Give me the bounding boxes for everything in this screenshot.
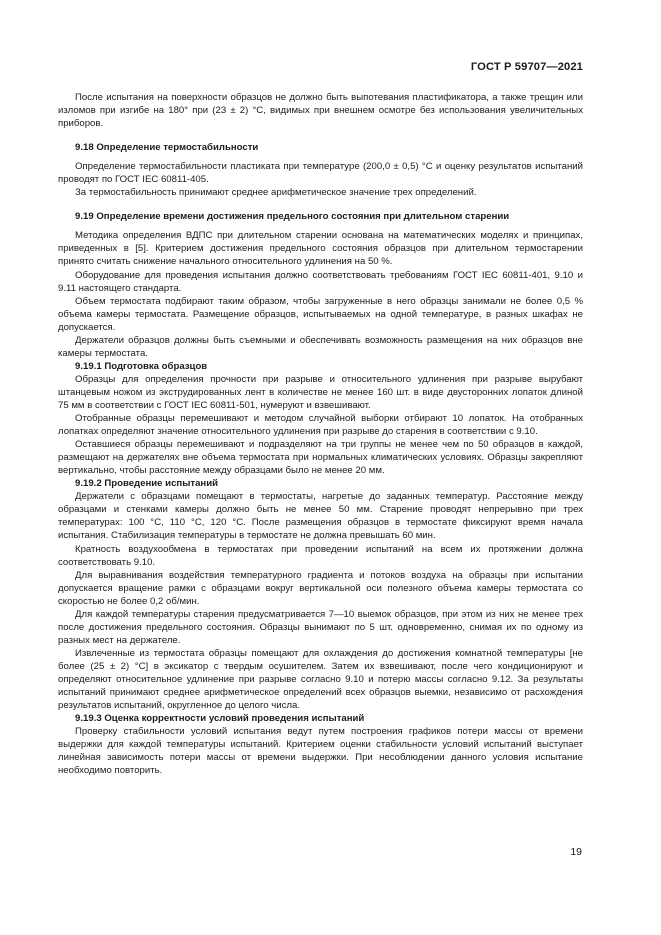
paragraph: Кратность воздухообмена в термостатах при проведении испытаний на всем их протяжении должна соответствовать 9.10.	[58, 543, 583, 568]
paragraph: За термостабильность принимают среднее арифметическое значение трех определений.	[75, 187, 477, 199]
document-header: ГОСТ Р 59707—2021	[470, 61, 583, 73]
subsection-heading-9-19-3: 9.19.3 Оценка корректности условий проведения испытаний	[75, 713, 365, 725]
paragraph: Для каждой температуры старения предусматривается 7—10 выемок образцов, при этом из них не менее трех после достижения предельного состояния. Образцы вынимают по 5 шт. одновременно, снимая их по одному из разных мест на держателе.	[58, 608, 583, 646]
section-heading-9-19: 9.19 Определение времени достижения предельного состояния при длительном старении	[75, 211, 510, 223]
page-number: 19	[570, 846, 582, 858]
paragraph: Для выравнивания воздействия температурного градиента и потоков воздуха на образцы при испытании допускается вращение рамки с образцами вокруг вертикальной оси полезного объема камеры термостата со скоростью не более 0,2 об/мин.	[58, 569, 583, 607]
section-heading-9-18: 9.18 Определение термостабильности	[75, 142, 259, 154]
subsection-heading-9-19-2: 9.19.2 Проведение испытаний	[75, 478, 219, 490]
document-body	[58, 91, 583, 777]
paragraph: Определение термостабильности пластиката при температуре (200,0 ± 0,5) °С и оценку результатов испытаний проводят по ГОСТ IEC 60811-405.	[58, 161, 583, 186]
paragraph: Извлеченные из термостата образцы помещают для охлаждения до достижения комнатной температуры [не более (25 ± 2) °С] в эксикатор с твердым осушителем. Затем их взвешивают, после чего кондиционируют и определяют относительное удлинение при разрыве согласно 9.10 и потерю массы согласно 9.12. За результаты испытаний принимают среднее арифметическое определений всех образцов выемки, независимо от расхождения результатов испытаний, округленное до целого числа.	[58, 647, 583, 712]
paragraph: Оставшиеся образцы перемешивают и подразделяют на три группы не менее чем по 50 образцов в каждой, размещают на держателях вне объема термостата при нормальных климатических условиях. Образцы закрепляют вертикально, чтобы расстояние между образцами было не менее 20 мм.	[58, 439, 583, 477]
paragraph: Отобранные образцы перемешивают и методом случайной выборки отбирают 10 лопаток. На отобранных лопатках определяют значение относительного удлинения при разрыве до старения в соответствии с 9.10.	[58, 413, 583, 438]
paragraph: Проверку стабильности условий испытания ведут путем построения графиков потери массы от времени выдержки для каждой температуры испытаний. Критерием оценки стабильности условий испытаний выступает линейная зависимость потери массы от времени выдержки. При несоблюдении данного условия испытание необходимо повторить.	[58, 726, 583, 777]
paragraph: Держатели с образцами помещают в термостаты, нагретые до заданных температур. Расстояние между образцами и стенками камеры должно быть не менее 50 мм. Старение проводят непрерывно при трех температурах: 100 °С, 110 °С, 120 °С. После размещения образцов в термостате фиксируют время начала испытания. Стабилизация температуры в термостате не должна превышать 60 мин.	[58, 491, 583, 542]
paragraph: Оборудование для проведения испытания должно соответствовать требованиям ГОСТ IEC 60811-401, 9.10 и 9.11 настоящего стандарта.	[58, 269, 583, 294]
paragraph: Методика определения ВДПС при длительном старении основана на математических моделях и принципах, приведенных в [5]. Критерием достижения предельного состояния образцов при длительном термостарении принято считать снижение начального относительного удлинения на 50 %.	[58, 230, 583, 268]
intro-paragraph: После испытания на поверхности образцов не должно быть выпотевания пластификатора, а также трещин или изломов при изгибе на 180° при (23 ± 2) °С, видимых при внешнем осмотре без использования увеличительных приборов.	[58, 92, 583, 130]
paragraph: Объем термостата подбирают таким образом, чтобы загруженные в него образцы занимали не более 0,5 % объема камеры термостата. Размещение образцов, испытываемых на одной температуре, в разных шкафах не допускается.	[58, 295, 583, 333]
paragraph: Держатели образцов должны быть съемными и обеспечивать возможность размещения на них образцов вне камеры термостата.	[58, 334, 583, 359]
subsection-heading-9-19-1: 9.19.1 Подготовка образцов	[75, 360, 208, 372]
paragraph: Образцы для определения прочности при разрыве и относительного удлинения при разрыве вырубают штанцевым ножом из экструдированных лент в количестве не менее 160 шт. в виде двусторонних лопаток длиной 75 мм в соответствии с ГОСТ IEC 60811-501, нумеруют и взвешивают.	[58, 373, 583, 411]
